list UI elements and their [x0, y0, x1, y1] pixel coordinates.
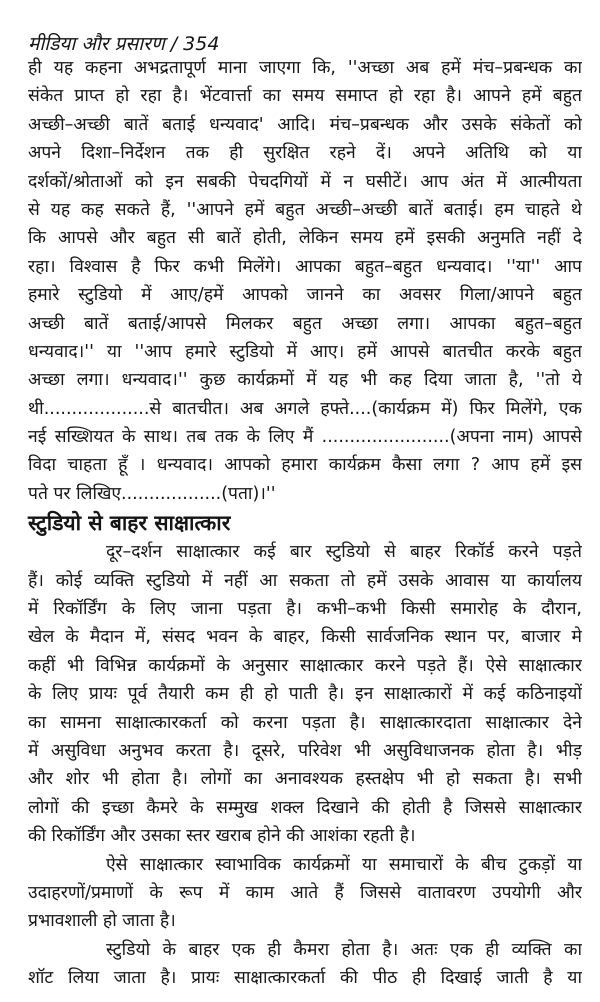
paragraph-1	[28, 54, 582, 508]
text-line: की रिकॉर्डिंग और उसका स्तर खराब होने की आशंका रहती है।	[28, 826, 416, 847]
text-line: थी...................से बातचीत। अब अगले हफ्ते....(कार्यक्रम में) फिर मिलेंगे, एक	[28, 398, 582, 419]
text-line: अच्छी–अच्छी बातें बताई धन्यवाद' आदि। मंच–प्रबन्धक और उसके संकेतों को	[28, 114, 582, 135]
text-line: प्रभावशाली हो जाता है।	[28, 911, 176, 932]
text-line: हैं। कोई व्यक्ति स्टुडियो में नहीं आ सकता तो हमें उसके आवास या कार्यालय	[28, 570, 582, 591]
running-header: मीडिया और प्रसारण / 354	[28, 33, 220, 55]
paragraph-3	[28, 851, 582, 936]
text-line: लोगों की इच्छा कैमरे के सम्मुख शक्ल दिखाने की होती है जिससे साक्षात्कार	[28, 797, 582, 818]
page-body	[28, 54, 582, 993]
text-line: कहीं भी विभिन्न कार्यक्रमों के अनुसार साक्षात्कार करने पड़ते हैं। ऐसे साक्षात्कार	[28, 655, 582, 676]
text-line: स्टुडियो के बाहर एक ही कैमरा होता है। अतः एक ही व्यक्ति का	[106, 939, 582, 960]
text-line: में रिकॉर्डिंग के लिए जाना पड़ता है। कभी–कभी किसी समारोह के दौरान,	[28, 599, 582, 620]
text-line: संकेत प्राप्त हो रहा है। भेंटवार्त्ता का समय समाप्त हो रहा है। आपने हमें बहुत	[28, 86, 582, 107]
section-heading: स्टुडियो से बाहर साक्षात्कार	[28, 511, 231, 536]
text-line: में असुविधा अनुभव करता है। दूसरे, परिवेश भी असुविधाजनक होता है। भीड़	[28, 740, 582, 761]
text-line: कि आपसे और बहुत सी बातें होती, लेकिन समय हमें इसकी अनुमति नहीं दे	[28, 228, 582, 249]
text-line: अच्छा लगा। धन्यवाद।'' कुछ कार्यक्रमों में यह भी कह दिया जाता है, ''तो ये	[28, 370, 582, 391]
paragraph-2	[28, 538, 582, 850]
text-line: धन्यवाद।'' या ''आप हमारे स्टुडियो में आए। हमें आपसे बातचीत करके बहुत	[28, 341, 582, 362]
text-line: खेल के मैदान में, संसद भवन के बाहर, किसी सार्वजनिक स्थान पर, बाजार मे	[28, 627, 582, 648]
text-line: का सामना साक्षात्कारकर्ता को करना पड़ता है। साक्षात्कारदाता साक्षात्कार देने	[28, 712, 582, 733]
text-line: अपने दिशा–निर्देशन तक ही सुरक्षित रहने दें। अपने अतिथि को या	[28, 143, 582, 164]
text-line: विदा चाहता हूँ । धन्यवाद। आपको हमारा कार्यक्रम कैसा लगा ? आप हमें इस	[28, 455, 582, 476]
text-line: दूर–दर्शन साक्षात्कार कई बार स्टुडियो से बाहर रिकॉर्ड करने पड़ते	[106, 542, 582, 563]
paragraph-4	[28, 936, 582, 993]
text-line: दर्शकों/श्रोताओं को इन सबकी पेचदगियों में न घसीटें। आप अंत में आत्मीयता	[28, 171, 582, 192]
text-line: शॉट लिया जाता है। प्रायः साक्षात्कारकर्ता की पीठ ही दिखाई जाती है या	[28, 968, 582, 989]
text-line: ऐसे साक्षात्कार स्वाभाविक कार्यक्रमों या समाचारों के बीच टुकड़ों या	[106, 854, 582, 875]
text-line: उदाहरणों/प्रमाणों के रूप में काम आते हैं जिससे वातावरण उपयोगी और	[28, 882, 582, 903]
text-line: अच्छी बातें बताई/आपसे मिलकर बहुत अच्छा लगा। आपका बहुत–बहुत	[28, 313, 582, 334]
text-line: के लिए प्रायः पूर्व तैयारी कम ही हो पाती है। इन साक्षात्कारों में कई कठिनाइयों	[28, 684, 582, 705]
text-line: पते पर लिखिए..................(पता)।''	[28, 483, 276, 504]
text-line: नई सख्शियत के साथ। तब तक के लिए मैं .......................(अपना नाम) आपसे	[28, 427, 582, 448]
text-line: रहा। विश्वास है फिर कभी मिलेंगे। आपका बहुत–बहुत धन्यवाद। ''या'' आप	[28, 256, 582, 277]
text-line: ही यह कहना अभद्रतापूर्ण माना जाएगा कि, ''अच्छा अब हमें मंच–प्रबन्धक का	[28, 58, 582, 78]
text-line: से यह कह सकते हैं, ''आपने हमें बहुत अच्छी–अच्छी बातें बताई। हम चाहते थे	[28, 199, 582, 220]
text-line: और शोर भी होता है। लोगों का अनावश्यक हस्तक्षेप भी हो सकता है। सभी	[28, 769, 582, 790]
text-line: हमारे स्टुडियो में आए/हमें आपको जानने का अवसर गिला/आपने बहुत	[28, 285, 582, 306]
